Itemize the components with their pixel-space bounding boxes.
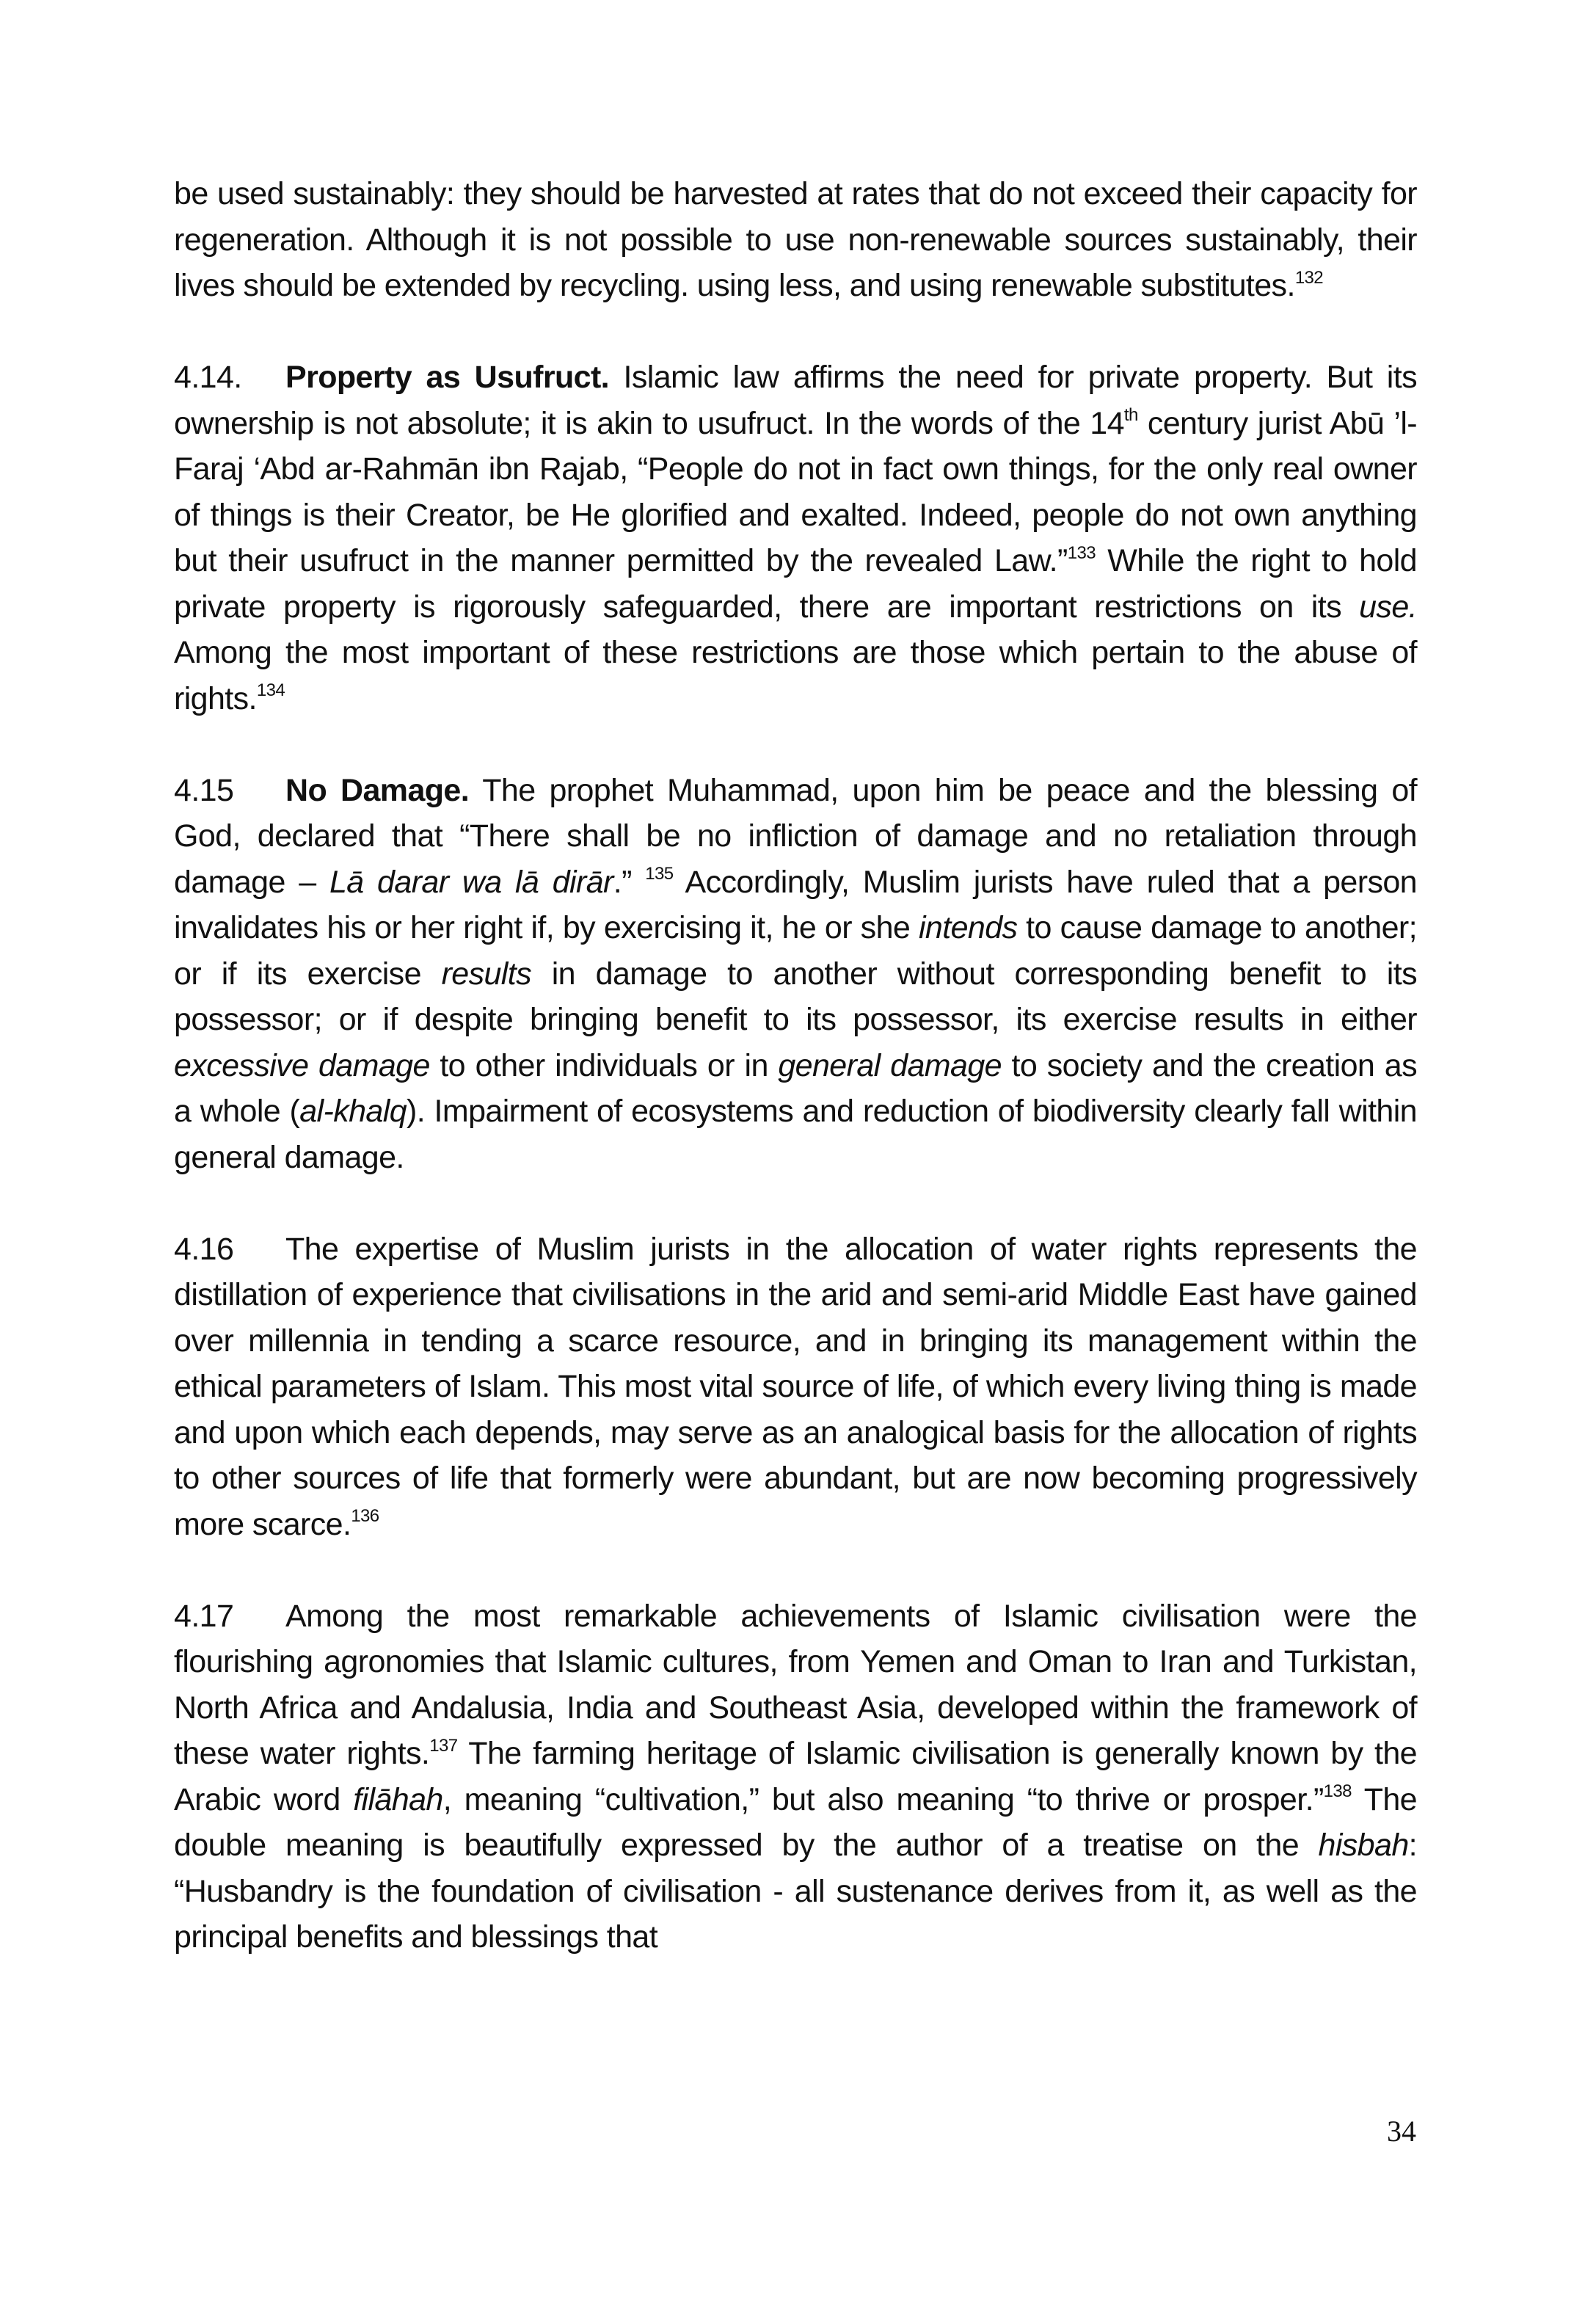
body-text: The farming heritage of Islamic civilisation is generally known by the Arabic word [174, 1736, 1417, 1817]
italic-term: excessive damage [174, 1047, 430, 1083]
body-text: The double meaning is beautifully expressed by the author of a treatise on the [174, 1781, 1417, 1863]
paragraph-continuation [174, 171, 1417, 309]
body-text: Islamic law affirms the need for private property. But its ownership is not absolute; it is akin to usufruct. In the words of the 14 [174, 360, 1418, 441]
paragraph-4-15 [174, 768, 1417, 1181]
footnote-marker: th [1123, 405, 1138, 426]
footnote-marker: 137 [429, 1735, 458, 1756]
footnote-marker: 133 [1067, 542, 1096, 563]
italic-term: Lā darar wa lā dirār [329, 864, 613, 900]
footnote-marker: 138 [1323, 1781, 1352, 1802]
footnote-marker: 136 [351, 1506, 379, 1527]
page-number: 34 [1387, 2115, 1416, 2148]
footnote-marker: 134 [256, 680, 285, 701]
italic-term: general damage [778, 1047, 1002, 1083]
body-text: to society and the creation as a whole ( [174, 1047, 1417, 1129]
body-text: ). Impairment of ecosystems and reduction of biodiversity clearly fall within general damage. [174, 1094, 1417, 1175]
body-text: : “Husbandry is the foundation of civilisation - all sustenance derives from it, as well as the principal benefits and blessings that [174, 1828, 1417, 1955]
section-heading: No Damage. [285, 772, 470, 808]
body-text: Among the most remarkable achievements of Islamic civilisation were the flourishing agronomies that Islamic cultures, from Yemen and Oman to Iran and Turkistan, North Africa and Andalusia, India and Southeast Asia, developed within the framework of these water rights. [174, 1598, 1417, 1771]
body-text: in damage to another without corresponding benefit to its possessor; or if despite bringing benefit to its possessor, its exercise results in either [174, 956, 1417, 1037]
paragraph-4-14 [174, 355, 1417, 721]
italic-term: hisbah [1318, 1828, 1409, 1863]
italic-term: results [441, 956, 532, 992]
italic-term: intends [918, 910, 1018, 945]
body-text: to cause damage to another; or if its exercise [174, 910, 1417, 992]
italic-term: filāhah [353, 1781, 443, 1817]
body-text: The expertise of Muslim jurists in the allocation of water rights represents the distillation of experience that civilisations in the arid and semi-arid Middle East have gained over millennia in tending a scarce resource, and in bringing its management within the ethical parameters of Islam. This most vital source of life, of which every living thing is made and upon which each depends, may serve as an analogical basis for the allocation of rights to other sources of life that formerly were abundant, but are now becoming progressively more scarce. [174, 1231, 1417, 1542]
body-text: .” [613, 864, 646, 900]
body-text: century jurist Abū ’l-Faraj ‘Abd ar-Rahmān ibn Rajab, “People do not in fact own things, for the only real owner of things is their Creator, be He glorified and exalted. Indeed, people do not own anything but their usufruct in the manner permitted by the revealed Law.” [174, 405, 1417, 578]
section-number: 4.15 [174, 772, 234, 808]
body-text: The prophet Muhammad, upon him be peace and the blessing of God, declared that “There shall be no infliction of damage and no retaliation through damage – [174, 772, 1417, 900]
footnote-marker: 132 [1294, 267, 1324, 288]
paragraph-4-16 [174, 1226, 1417, 1548]
section-number: 4.14. [174, 360, 242, 395]
section-number: 4.17 [174, 1598, 234, 1634]
section-heading: Property as Usufruct. [285, 360, 610, 395]
paragraph-4-17 [174, 1593, 1417, 1960]
body-text: While the right to hold private property is rigorously safeguarded, there are important restrictions on its [174, 543, 1417, 625]
body-text: Accordingly, Muslim jurists have ruled that a person invalidates his or her right if, by exercising it, he or she [174, 864, 1417, 945]
italic-term: use. [1359, 589, 1417, 625]
document-page [174, 171, 1417, 2006]
body-text: to other individuals or in [429, 1047, 779, 1083]
body-text: be used sustainably: they should be harvested at rates that do not exceed their capacity for regeneration. Although it is not possible to use non-renewable sources sustainably, their lives should be extended by recycling. using less, and using renewable substitutes. [174, 176, 1417, 303]
section-number: 4.16 [174, 1231, 234, 1267]
body-text: Among the most important of these restrictions are those which pertain to the abuse of rights. [174, 635, 1417, 716]
body-text: , meaning “cultivation,” but also meaning “to thrive or prosper.” [442, 1781, 1324, 1817]
footnote-marker: 135 [645, 864, 674, 884]
italic-term: al-khalq [299, 1094, 407, 1129]
